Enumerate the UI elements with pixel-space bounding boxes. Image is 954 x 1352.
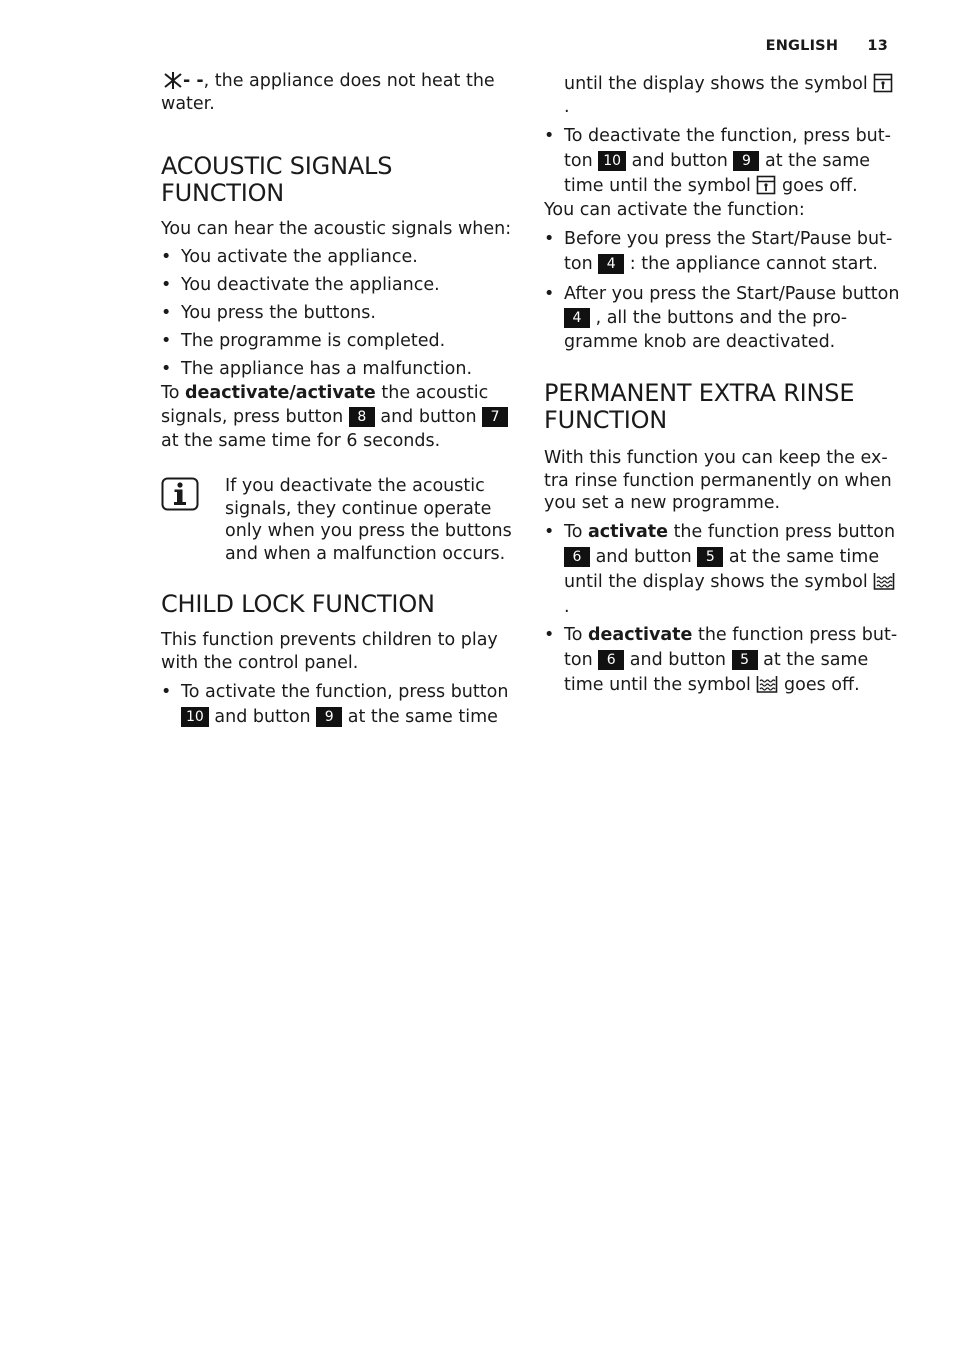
button-number-8: 8: [349, 407, 375, 427]
list-item: [544, 520, 904, 620]
text-span: Before you press the Start/Pause button: [564, 229, 893, 274]
child-lock-list-3: [544, 227, 904, 354]
acoustic-list: [161, 246, 516, 381]
list-item: • You activate the appliance.: [161, 246, 516, 269]
list-item: • You deactivate the appliance.: [161, 274, 516, 297]
acoustic-instruction: [161, 381, 516, 453]
text-span: at the same time until the symbol: [564, 649, 869, 695]
list-item: • The programme is completed.: [161, 330, 516, 353]
left-column: [161, 70, 516, 730]
bold-text: activate: [588, 521, 668, 542]
intro-text: , the appliance does not heat the water.: [161, 71, 495, 114]
button-number-9: 9: [316, 707, 342, 727]
button-number-5: 5: [697, 547, 723, 567]
text-span: at the same time until the display shows the symbol: [564, 546, 880, 592]
info-note-text: If you deactivate the acoustic signals, they continue operate only when you press the buttons and when a malfunction occurs.: [225, 476, 512, 564]
text-span: the acoustic signals, press button: [161, 383, 489, 427]
child-lock-icon: [873, 73, 893, 93]
no-heat-icon: [161, 70, 183, 90]
text-span: To: [564, 624, 588, 645]
extra-rinse-icon: [873, 571, 895, 591]
acoustic-lead: You can hear the acoustic signals when:: [161, 219, 512, 239]
text-span: at the same time until the symbol: [564, 151, 871, 196]
text-span: : the appliance cannot start.: [624, 254, 878, 274]
text-span: and button: [624, 649, 732, 670]
button-number-9: 9: [733, 151, 759, 171]
list-item: [544, 124, 904, 199]
child-lock-icon: [756, 175, 776, 195]
list-item: • The appliance has a malfunction.: [161, 358, 516, 381]
text-span: and button: [208, 707, 317, 727]
page-header: [766, 38, 888, 54]
child-lock-lead-2: You can activate the function:: [544, 200, 805, 220]
extra-rinse-title: PERMANENT EXTRA RINSE FUNCTION: [544, 379, 855, 434]
button-number-6: 6: [598, 650, 624, 670]
child-lock-list: [161, 680, 516, 730]
header-language: ENGLISH: [765, 38, 839, 54]
button-number-7: 7: [482, 407, 508, 427]
list-item: [544, 282, 904, 354]
child-lock-title: CHILD LOCK FUNCTION: [161, 590, 435, 618]
text-span: at the same time: [342, 707, 498, 727]
extra-rinse-icon: [756, 674, 778, 694]
acoustic-title: ACOUSTIC SIGNALS FUNCTION: [161, 152, 393, 207]
extra-rinse-list: [544, 520, 904, 698]
text-span: , all the buttons and the programme knob are deactivated.: [564, 308, 848, 352]
list-item: [544, 227, 904, 277]
intro-symbol-text: - -: [183, 71, 204, 91]
child-lock-list-2: [544, 124, 904, 199]
bold-text: deactivate: [588, 624, 693, 645]
text-span: the function press button: [668, 521, 896, 542]
text-span: .: [564, 97, 570, 117]
text-span: the function press button: [564, 624, 898, 670]
info-icon: [161, 477, 199, 511]
text-span: goes off.: [778, 674, 860, 695]
list-item: • You press the buttons.: [161, 302, 516, 325]
button-number-10: 10: [598, 151, 626, 171]
right-column: [544, 73, 904, 698]
intro-paragraph: [161, 70, 516, 116]
button-number-4: 4: [564, 308, 590, 328]
button-number-5: 5: [732, 650, 758, 670]
button-number-6: 6: [564, 547, 590, 567]
bold-text: deactivate/activate: [185, 383, 376, 403]
text-span: To: [161, 383, 185, 403]
text-span: goes off.: [776, 176, 858, 196]
button-number-10: 10: [181, 707, 209, 727]
page-number: 13: [867, 38, 888, 54]
text-span: at the same time for 6 seconds.: [161, 431, 441, 451]
info-note: [161, 475, 516, 565]
list-item: [544, 623, 904, 698]
text-span: After you press the Start/Pause button: [564, 284, 900, 304]
child-lock-lead: This function prevents children to play with the control panel.: [161, 630, 498, 673]
text-span: To activate the function, press button: [181, 682, 509, 702]
button-number-4: 4: [598, 254, 624, 274]
text-span: until the display shows the symbol: [564, 74, 868, 94]
list-continuation: [544, 73, 904, 119]
text-span: To: [564, 521, 588, 542]
list-item: [161, 680, 516, 730]
text-span: and button: [626, 151, 734, 171]
text-span: and button: [590, 546, 698, 567]
text-span: .: [564, 596, 570, 617]
extra-rinse-lead: With this function you can keep the extra rinse function permanently on when you set a new programme.: [544, 448, 892, 513]
text-span: To deactivate the function, press button: [564, 126, 891, 171]
text-span: and button: [374, 407, 483, 427]
